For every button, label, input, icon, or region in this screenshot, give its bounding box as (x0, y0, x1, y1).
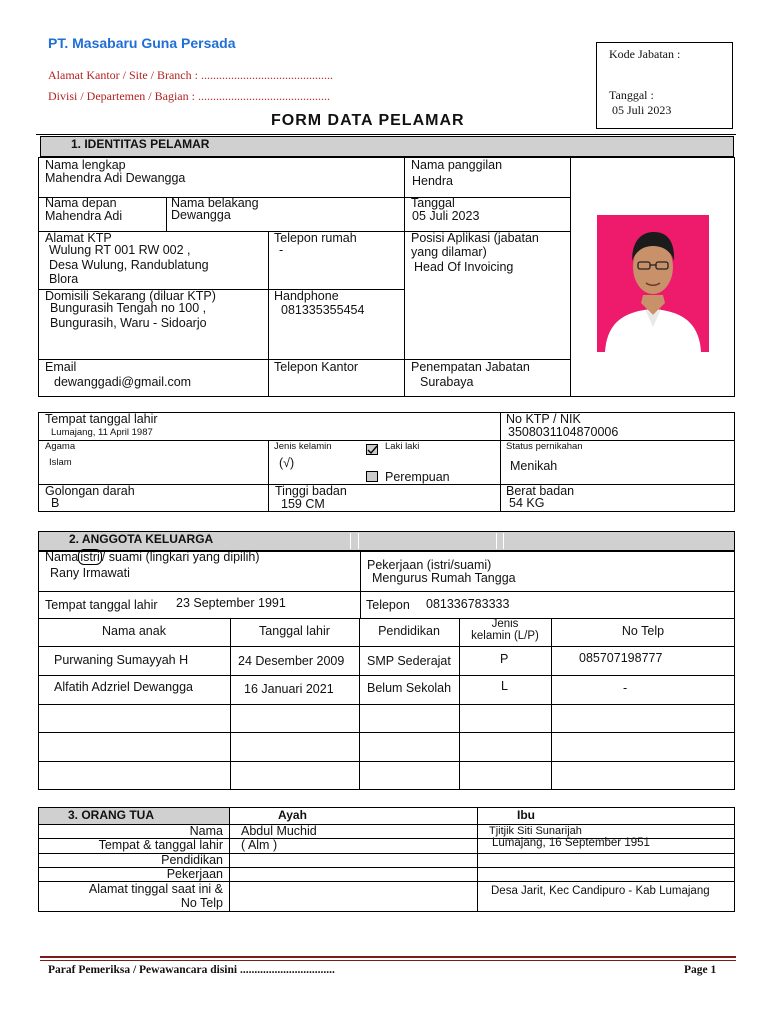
family-col-rule (551, 618, 552, 790)
kode-jabatan-box (596, 42, 733, 129)
child1-nama: Purwaning Sumayyah H (54, 653, 189, 667)
parents-row-alamat: Alamat tinggal saat ini & (88, 882, 223, 896)
status-label: Status pernikahan (506, 441, 583, 452)
family-rule (38, 704, 735, 705)
tanggal-form-value: 05 Juli 2023 (412, 209, 480, 223)
nama-pasangan-label-c: / suami (lingkari yang dipilih) (101, 550, 260, 564)
tinggi-value: 159 CM (281, 497, 325, 511)
telepon-rumah-value: - (279, 243, 284, 257)
penempatan-label: Penempatan Jabatan (411, 360, 530, 374)
nama-panggilan-label: Nama panggilan (411, 158, 503, 172)
identity-col-rule (570, 157, 571, 397)
children-header-jk-line2: kelamin (L/P) (471, 630, 539, 642)
nama-belakang-label: Nama belakang (171, 196, 259, 210)
nama-belakang-value: Dewangga (171, 208, 231, 222)
family-table (38, 551, 735, 790)
telepon-kantor-label: Telepon Kantor (274, 360, 359, 374)
personal-col-rule (500, 412, 501, 512)
paraf-pemeriksa: Paraf Pemeriksa / Pewawancara disini ................................. (48, 964, 335, 976)
nama-lengkap-value: Mahendra Adi Dewangga (45, 171, 186, 185)
personal-col-rule (268, 440, 269, 512)
goldar-value: B (51, 496, 60, 510)
parents-row-telp: No Telp (180, 896, 223, 910)
berat-label: Berat badan (506, 484, 575, 498)
family-rule (38, 675, 735, 676)
istri-circled: istri (80, 550, 100, 564)
identity-col-rule (166, 197, 167, 231)
parents-row-nama: Nama (189, 824, 223, 838)
footer-rule (40, 956, 736, 958)
child2-jk: L (501, 679, 508, 693)
berat-value: 54 KG (509, 496, 545, 510)
child1-telp: 085707198777 (579, 651, 663, 665)
family-rule (38, 732, 735, 733)
ttl-label: Tempat tanggal lahir (45, 412, 158, 426)
children-header-jk-line1: Jenis (491, 618, 519, 630)
kode-jabatan-label: Kode Jabatan : (609, 47, 681, 61)
nama-pasangan-label (45, 550, 260, 564)
pekerjaan-pasangan-label: Pekerjaan (istri/suami) (367, 558, 492, 572)
ibu-alamat: Desa Jarit, Kec Candipuro - Kab Lumajang (491, 885, 710, 897)
family-rule (38, 646, 735, 647)
children-header-tanggal: Tanggal lahir (259, 624, 330, 638)
section3-title: 3. ORANG TUA (68, 808, 155, 822)
nama-lengkap-label: Nama lengkap (45, 158, 126, 172)
children-header-nama: Nama anak (102, 624, 166, 638)
handphone-label: Handphone (274, 289, 339, 303)
family-col-rule (360, 551, 361, 618)
laki-laki-label: Laki laki (385, 441, 420, 452)
child2-nama: Alfatih Adzriel Dewangga (54, 680, 193, 694)
parents-col-rule (477, 807, 478, 912)
jenis-kelamin-mark: (√) (279, 456, 295, 470)
penempatan-value: Surabaya (420, 375, 474, 389)
child1-jk: P (500, 652, 509, 666)
family-rule (38, 591, 735, 592)
divisi-line: Divisi / Departemen / Bagian : ............................................ (48, 89, 330, 103)
family-col-rule (230, 618, 231, 790)
section1-title: 1. IDENTITAS PELAMAR (71, 137, 210, 151)
section2-header (38, 531, 735, 551)
ktp-value: 3508031104870006 (508, 425, 619, 439)
alamat-ktp-line3: Blora (49, 272, 79, 286)
family-rule (38, 618, 735, 619)
check-mark-icon (367, 445, 378, 455)
ibu-ttl: Lumajang, 16 September 1951 (492, 837, 650, 849)
child2-tanggal: 16 Januari 2021 (244, 682, 334, 696)
section2-title: 2. ANGGOTA KELUARGA (69, 532, 214, 546)
email-label: Email (45, 360, 77, 374)
company-name: PT. Masabaru Guna Persada (48, 35, 236, 51)
nama-depan-label: Nama depan (45, 196, 117, 210)
ibu-header: Ibu (517, 808, 535, 822)
identity-col-rule (404, 157, 405, 397)
children-header-telp: No Telp (621, 624, 665, 638)
ttl-pasangan-value: 23 September 1991 (176, 596, 286, 610)
section2-header-tick (350, 533, 351, 549)
laki-laki-checkbox[interactable] (366, 444, 378, 455)
family-col-rule (459, 618, 460, 790)
parents-row-ttl: Tempat & tanggal lahir (98, 838, 223, 852)
posisi-value: Head Of Invoicing (414, 260, 514, 274)
section1-top-rule (36, 134, 736, 135)
jenis-kelamin-label: Jenis kelamin (274, 441, 332, 452)
ibu-nama: Tjitjik Siti Sunarijah (489, 825, 582, 837)
parents-row-pekerjaan: Pekerjaan (166, 867, 223, 881)
ayah-header: Ayah (278, 808, 307, 822)
agama-value: Islam (49, 457, 72, 468)
posisi-label-line1: Posisi Aplikasi (jabatan (411, 231, 539, 245)
perempuan-checkbox[interactable] (366, 471, 378, 482)
alamat-kantor-line: Alamat Kantor / Site / Branch : ............................................ (48, 68, 333, 82)
domisili-line1: Bungurasih Tengah no 100 , (50, 301, 207, 315)
person-photo-icon (597, 215, 709, 352)
ktp-label: No KTP / NIK (506, 412, 581, 426)
domisili-line2: Bungurasih, Waru - Sidoarjo (50, 316, 207, 330)
handphone-value: 081335355454 (281, 303, 365, 317)
child2-pendidikan: Belum Sekolah (367, 681, 452, 695)
agama-label: Agama (45, 441, 76, 452)
nama-pasangan-label-a: Nama (45, 550, 79, 564)
identity-col-rule (268, 231, 269, 397)
applicant-photo (597, 215, 709, 352)
nama-panggilan-value: Hendra (412, 174, 453, 188)
domisili-label: Domisili Sekarang (diluar KTP) (45, 289, 216, 303)
identity-rule (38, 197, 571, 198)
parents-col-rule (229, 807, 230, 912)
telepon-rumah-label: Telepon rumah (274, 231, 357, 245)
tanggal-label: Tanggal : (609, 88, 654, 102)
page-number: Page 1 (684, 964, 717, 976)
status-value: Menikah (510, 459, 558, 473)
family-col-rule (359, 618, 360, 790)
email-value: dewanggadi@gmail.com (54, 375, 192, 389)
child1-pendidikan: SMP Sederajat (367, 654, 451, 668)
alamat-ktp-line1: Wulung RT 001 RW 002 , (49, 243, 191, 257)
children-header-jk (459, 618, 551, 642)
ttl-pasangan-label: Tempat tanggal lahir (45, 598, 158, 612)
section1-header (40, 136, 734, 157)
tanggal-form-label: Tanggal (411, 196, 455, 210)
goldar-label: Golongan darah (45, 484, 135, 498)
child2-telp: - (623, 681, 628, 695)
nama-depan-value: Mahendra Adi (45, 209, 123, 223)
section2-header-tick (496, 533, 497, 549)
children-header-pendidikan: Pendidikan (378, 624, 440, 638)
telepon-pasangan-value: 081336783333 (426, 597, 510, 611)
ttl-value: Lumajang, 11 April 1987 (51, 427, 153, 438)
tanggal-value: 05 Juli 2023 (612, 103, 672, 117)
nama-pasangan-value: Rany Irmawati (50, 566, 130, 580)
tinggi-label: Tinggi badan (275, 484, 347, 498)
form-title: FORM DATA PELAMAR (271, 112, 465, 129)
perempuan-label: Perempuan (385, 470, 450, 484)
ayah-nama: Abdul Muchid (241, 824, 317, 838)
ayah-ttl: ( Alm ) (241, 838, 278, 852)
family-rule (38, 761, 735, 762)
telepon-pasangan-label: Telepon (366, 598, 410, 612)
alamat-ktp-line2: Desa Wulung, Randublatung (49, 258, 209, 272)
pekerjaan-pasangan-value: Mengurus Rumah Tangga (372, 571, 516, 585)
parents-row-pendidikan: Pendidikan (161, 853, 223, 867)
section2-header-tick (503, 533, 504, 549)
posisi-label-line2: yang dilamar) (411, 245, 487, 259)
footer-rule-thin (40, 960, 736, 961)
section2-header-tick (358, 533, 359, 549)
child1-tanggal: 24 Desember 2009 (238, 654, 345, 668)
alamat-ktp-label: Alamat KTP (45, 231, 112, 245)
personal-rule (38, 484, 735, 485)
